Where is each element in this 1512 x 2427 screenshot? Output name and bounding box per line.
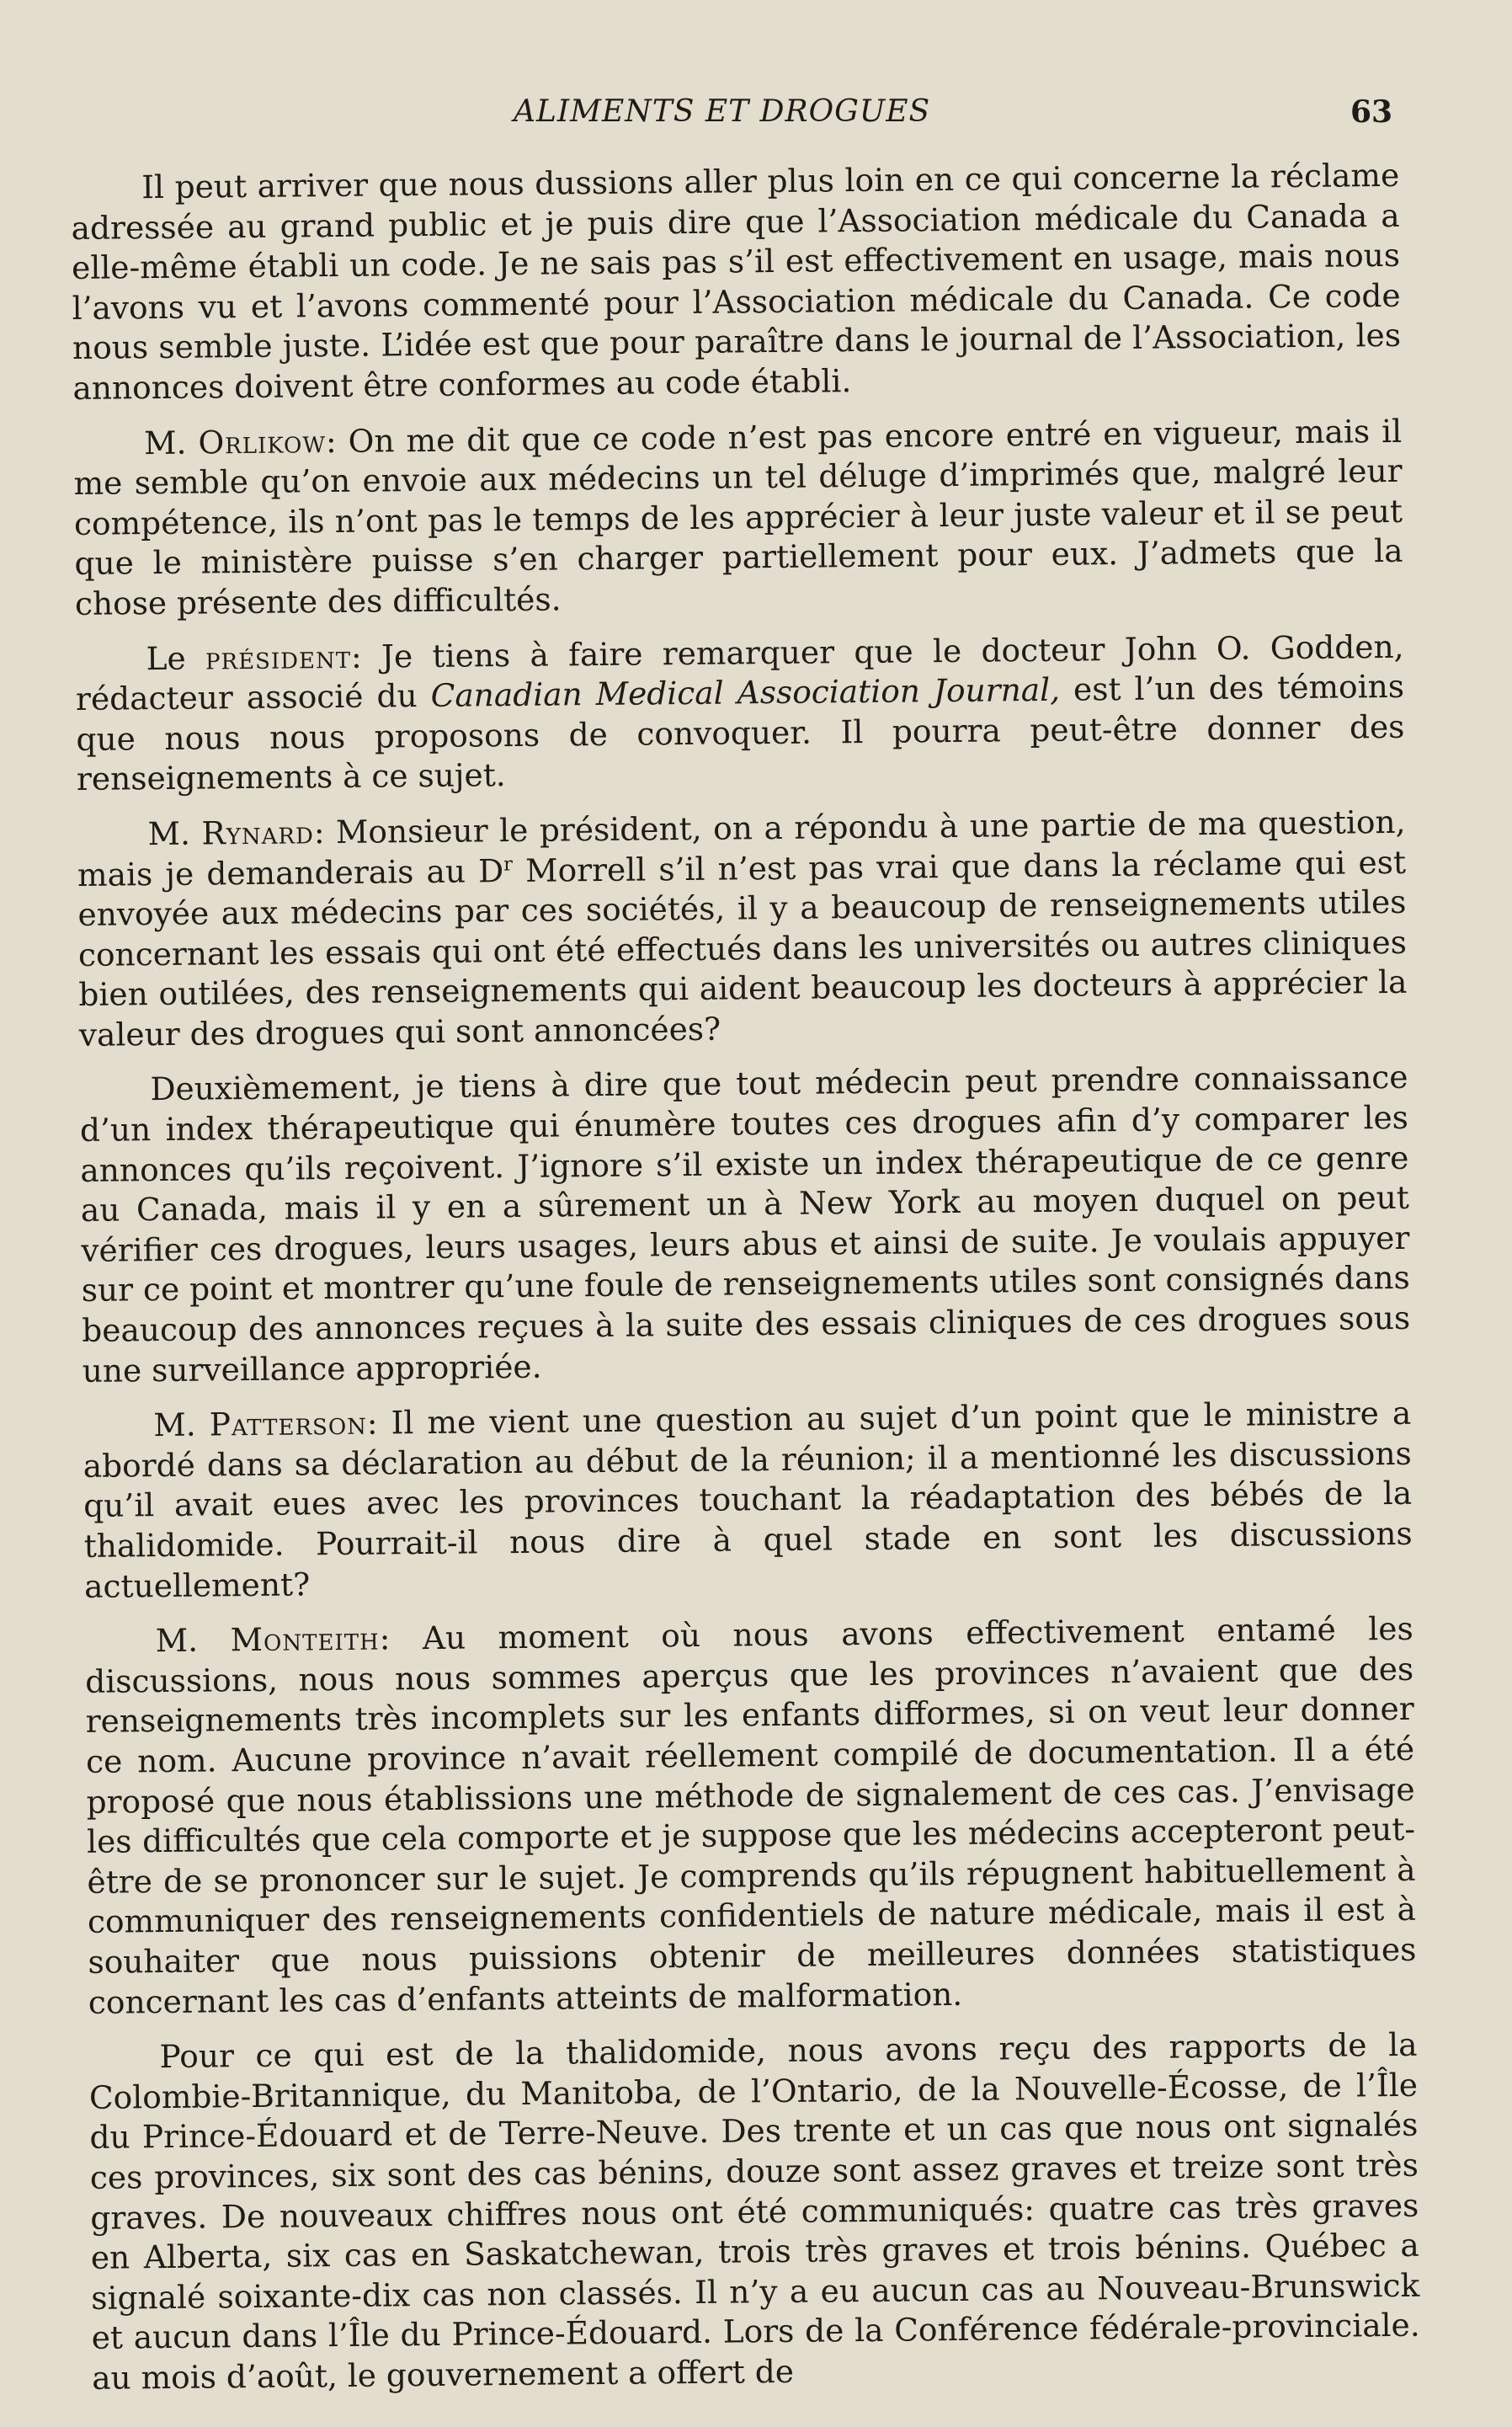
paragraph-text: Pour ce qui est de la thalidomide, nous avons reçu des rapports de la Colombie-Britannique, du Manitoba, de l’Ontario, de la Nouvelle-Écosse, de l’Île du Prince-Édouard et de Terre-Neuve. Des trente et un cas que nous ont signalés ces provinces, six sont des cas bénins, douze sont assez graves et treize sont très graves. De nouveaux chiffres nous ont été communiqués: quatre cas très graves en Alberta, six cas en Saskatchewan, trois très graves et trois bénins. Québec a signalé soixante-dix cas non classés. Il n’y a eu aucun cas au Nouveau-Brunswick et aucun dans l’Île du Prince-Édouard. Lors de la Conférence fédérale-provinciale. au mois d’août, le gouvernement a offert de <box>88 2025 1420 2397</box>
speaker-paragraph <box>75 627 1405 800</box>
speaker-prefix: M. <box>153 1406 210 1444</box>
speaker-paragraph <box>73 411 1403 624</box>
paragraph <box>88 2025 1420 2398</box>
page-header <box>0 94 1512 136</box>
speaker-paragraph <box>77 803 1408 1056</box>
paragraph-text: : Je tiens à faire remarquer que le docteur John O. Godden, rédacteur associé du <box>75 627 1404 718</box>
paragraph-text: : On me dit que ce code n’est pas encore entré en vigueur, mais il me semble qu’on envoie aux médecins un tel déluge d’imprimés que, malgré leur compétence, ils n’ont pas le temps de les apprécier à leur juste valeur et il se peut que le ministère puisse s’en charger partiellement pour eux. J’admets que la chose présente des difficultés. <box>73 412 1403 622</box>
page-number: 63 <box>1350 94 1393 130</box>
paragraph <box>71 156 1402 409</box>
speaker-paragraph <box>83 1394 1413 1607</box>
speaker-name: président <box>205 637 352 677</box>
paragraph-text: : Au moment où nous avons effectivement entamé les discussions, nous nous sommes aperçus que les provinces n’avaient que des renseignements très incomplets sur les enfants difformes, si on veut leur donner ce nom. Aucune province n’avait réellement compilé de documentation. Il a été proposé que nous établissions une méthode de signalement de ces cas. J’envisage les difficultés que cela comporte et je suppose que les médecins accepteront peut-être de se prononcer sur le sujet. Je comprends qu’ils répugnent habituellement à communiquer des renseignements confidentiels de nature médicale, mais il est à souhaiter que nous puissions obtenir de meilleures données statistiques concernant les cas d’enfants atteints de malformation. <box>85 1609 1417 2021</box>
paragraph-text: Morrell s’il n’est pas vrai que dans la réclame qui est envoyée aux médecins par ces sociétés, il y a beaucoup de renseignements utiles concernant les essais qui ont été effectués dans les universités ou autres cliniques bien outilées, des renseignements qui aident beaucoup les docteurs à apprécier la valeur des drogues qui sont annoncées? <box>77 843 1408 1053</box>
speaker-name: Rynard <box>201 813 315 852</box>
body-text <box>71 156 1421 2414</box>
speaker-name: Monteith <box>230 1619 380 1659</box>
journal-title: Canadian Medical Association Journal, <box>430 670 1061 715</box>
paragraph-text: : Monsieur le président, on a répondu à une partie de ma question, mais je demanderais au D <box>77 803 1406 893</box>
paragraph-text: : Il me vient une question au sujet d’un point que le ministre a abordé dans sa déclaration au début de la réunion; il a mentionné les discussions qu’il avait eues avec les provinces touchant la réadaptation des bébés de la thalidomide. Pourrait-il nous dire à quel stade en sont les discussions actuellement? <box>83 1395 1413 1605</box>
speaker-prefix: M. <box>155 1621 231 1660</box>
paragraph-text: est l’un des témoins que nous nous proposons de convoquer. Il pourra peut-être donner des renseignements à ce sujet. <box>76 667 1405 798</box>
speaker-prefix: M. <box>147 814 202 853</box>
speaker-paragraph <box>85 1609 1417 2023</box>
paragraph-text: Deuxièmement, je tiens à dire que tout médecin peut prendre connaissance d’un index thérapeutique qui énumère toutes ces drogues afin d’y comparer les annonces qu’ils reçoivent. J’ignore s’il existe un index thérapeutique de ce genre au Canada, mais il y en a sûrement un à New York au moyen duquel on peut vérifier ces drogues, leurs usages, leurs abus et ainsi de suite. Je voulais appuyer sur ce point et montrer qu’une foule de renseignements utiles sont consignés dans beaucoup des annonces reçues à la suite des essais cliniques de ces drogues sous une surveillance appropriée. <box>79 1059 1411 1390</box>
paragraph <box>79 1058 1411 1391</box>
speaker-prefix: M. <box>143 424 199 461</box>
running-title: ALIMENTS ET DROGUES <box>514 94 931 129</box>
speaker-name: Patterson <box>209 1404 368 1443</box>
speaker-prefix: Le <box>146 639 206 677</box>
speaker-name: Orlikow <box>198 422 327 461</box>
superscript: r <box>503 852 514 876</box>
paragraph-text: Il peut arriver que nous dussions aller plus loin en ce qui concerne la réclame adressée au grand public et je puis dire que l’Association médicale du Canada a elle-même établi un code. Je ne sais pas s’il est effectivement en usage, mais nous l’avons vu et l’avons commenté pour l’Association médicale du Canada. Ce code nous semble juste. L’idée est que pour paraître dans le journal de l’Association, les annonces doivent être conformes au code établi. <box>71 156 1402 407</box>
